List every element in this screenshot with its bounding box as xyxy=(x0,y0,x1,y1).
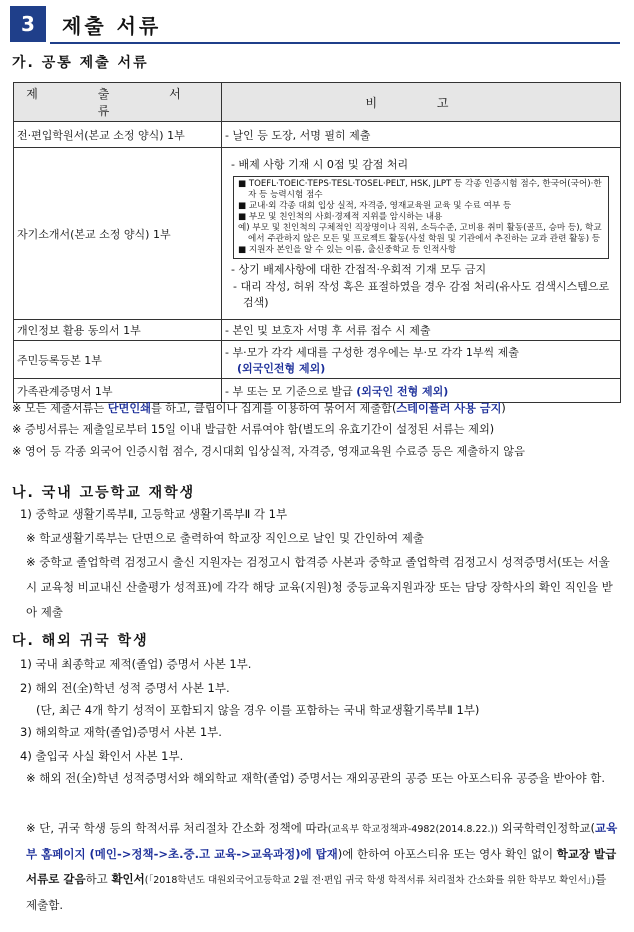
note-emphasis: 교육부 홈페이지 (메인->정책->초.중.고 교육->교육과정)에 탑재 xyxy=(26,821,618,861)
table-row xyxy=(14,341,621,379)
note-line: ※ 해외 전(全)학년 성적증명서와 해외학교 재학(졸업) 증명서는 재외공관의 공증 또는 아포스티유 공증을 받아야 함. xyxy=(26,771,606,785)
note-text: (「2018학년도 대원외국어고등학교 2월 전·편입 귀국 학생 학적서류 처리절차 간소화를 위한 학부모 확인서」) xyxy=(144,875,596,886)
note-line xyxy=(26,816,618,918)
note-cell: - 본인 및 보호자 서명 후 서류 접수 시 제출 xyxy=(222,320,621,341)
note-text: )에 한하여 아포스티유 또는 영사 확인 없이 xyxy=(337,847,557,861)
note-line: ※ 영어 등 각종 외국어 인증시험 점수, 경시대회 입상실적, 자격증, 영재교육원 수료증 등은 제출하지 않음 xyxy=(12,445,525,458)
table-row xyxy=(14,148,621,320)
section-header xyxy=(10,6,620,42)
note-text: (교육부 학교정책과-4982(2014.8.22.)) xyxy=(327,824,498,835)
table-row xyxy=(14,379,621,403)
note-cell xyxy=(222,148,621,320)
note-cell xyxy=(222,379,621,403)
doc-cell: 개인정보 활용 동의서 1부 xyxy=(14,320,222,341)
note-text: 를 하고, 클립이나 집게를 이용하여 묶어서 제출함( xyxy=(150,402,397,415)
note-emphasis: 단면인쇄 xyxy=(107,402,151,415)
excluded-items-box xyxy=(233,176,609,259)
section-title: 제출 서류 xyxy=(62,14,162,38)
note-line xyxy=(26,550,618,625)
note-text: 를 제출함. xyxy=(26,872,607,912)
note-line: ※ 학교생활기록부는 단면으로 출력하여 학교장 직인으로 날인 및 간인하여 제출 xyxy=(26,531,425,545)
heading-domestic: 나. 국내 고등학교 재학생 xyxy=(12,485,196,501)
note-line: - 대리 작성, 허위 작성 혹은 표절하였을 경우 감점 처리(유사도 검색시스템으로 검색) xyxy=(233,279,610,309)
note-line: - 배제 사항 기재 시 0점 및 감점 처리 xyxy=(231,157,409,171)
note-text: ※ 단, 귀국 학생 등의 학적서류 처리절차 간소화 정책에 따라 xyxy=(26,821,328,835)
note-text: ※ 중학교 졸업학력 검정고시 출신 지원자는 검정고시 합격증 사본과 중학교 졸업학력 검정고시 성적증명서(또는 서울시 교육청 비교내신 산출평가 성적표)에 각각 해당 교육(지원)청 중등교육지원과장 또는 담당 장학사의 확인 직인을 받아 제출 xyxy=(26,555,613,619)
header-documents: 제 출 서 류 xyxy=(14,83,222,122)
note-line: ※ 증빙서류는 제출일로부터 15일 이내 발급한 서류여야 함(별도의 유효기간이 설정된 서류는 제외) xyxy=(12,423,495,436)
note-cell: - 날인 등 도장, 서명 필히 제출 xyxy=(222,122,621,148)
box-line: ■ 부모 및 친인척의 사회·경제적 지위를 암시하는 내용 xyxy=(238,211,443,222)
box-line: ■ 지원자 본인을 알 수 있는 이름, 출신중학교 등 인적사항 xyxy=(238,244,457,255)
list-item-sub: (단, 최근 4개 학기 성적이 포함되지 않을 경우 이를 포함하는 국내 학교생활기록부Ⅱ 1부) xyxy=(36,703,480,717)
list-item: 3) 해외학교 재학(졸업)증명서 사본 1부. xyxy=(20,725,222,739)
table-row xyxy=(14,320,621,341)
note-emphasis: 확인서 xyxy=(111,872,145,886)
doc-cell: 주민등록등본 1부 xyxy=(14,341,222,379)
note-text: 외국학력인정학교( xyxy=(497,821,595,835)
header-remarks: 비 고 xyxy=(222,83,621,122)
box-line: 예) 부모 및 친인척의 구체적인 직장명이나 직위, 소득수준, 고비용 취미 활동(골프, 승마 등), 학교에서 주관하지 않은 모든 및 프로젝트 활동(사설 학원 및 기관에서 추진하는 교과 관련 활동) 등 xyxy=(238,222,602,244)
note-emphasis: 스테이플러 사용 금지 xyxy=(396,402,502,415)
doc-cell: 자기소개서(본교 소정 양식) 1부 xyxy=(14,148,222,320)
note-emphasis: (외국인전형 제외) xyxy=(237,361,326,375)
section-divider xyxy=(50,42,620,44)
doc-cell: 가족관계증명서 1부 xyxy=(14,379,222,403)
box-line: ■ TOEFL·TOEIC·TEPS·TESL·TOSEL·PELT, HSK, JLPT 등 각종 인증시험 점수, 한국어(국어)·한자 등 능력시험 점수 xyxy=(238,178,602,200)
note-line: - 상기 배제사항에 대한 간접적·우회적 기재 모두 금지 xyxy=(231,262,487,276)
list-item: 1) 중학교 생활기록부Ⅱ, 고등학교 생활기록부Ⅱ 각 1부 xyxy=(20,507,288,521)
list-item: 1) 국내 최종학교 제적(졸업) 증명서 사본 1부. xyxy=(20,657,252,671)
note-text: ) xyxy=(501,402,506,415)
list-item: 2) 해외 전(全)학년 성적 증명서 사본 1부. xyxy=(20,681,230,695)
note-text: 하고 xyxy=(85,872,112,886)
heading-common-docs: 가. 공통 제출 서류 xyxy=(12,55,149,71)
box-line: ■ 교내·외 각종 대회 입상 실적, 자격증, 영재교육원 교육 및 수료 여부 등 xyxy=(238,200,512,211)
list-item: 4) 출입국 사실 확인서 사본 1부. xyxy=(20,749,184,763)
note-emphasis: 학교장 발급서류로 갈음 xyxy=(26,847,617,886)
note-line: - 부·모가 각각 세대를 구성한 경우에는 부·모 각각 1부씩 제출 xyxy=(225,345,519,359)
note-line: - 부 또는 모 기준으로 발급 xyxy=(225,384,357,398)
doc-cell: 전·편입학원서(본교 소정 양식) 1부 xyxy=(14,122,222,148)
note-emphasis: (외국인 전형 제외) xyxy=(356,384,449,398)
heading-overseas: 다. 해외 귀국 학생 xyxy=(12,633,149,649)
table-header-row xyxy=(14,83,621,122)
section-number: 3 xyxy=(10,6,46,42)
note-line xyxy=(12,400,506,417)
table-row xyxy=(14,122,621,148)
note-cell xyxy=(222,341,621,379)
documents-table xyxy=(13,82,621,403)
note-text: ※ 모든 제출서류는 xyxy=(12,402,108,415)
